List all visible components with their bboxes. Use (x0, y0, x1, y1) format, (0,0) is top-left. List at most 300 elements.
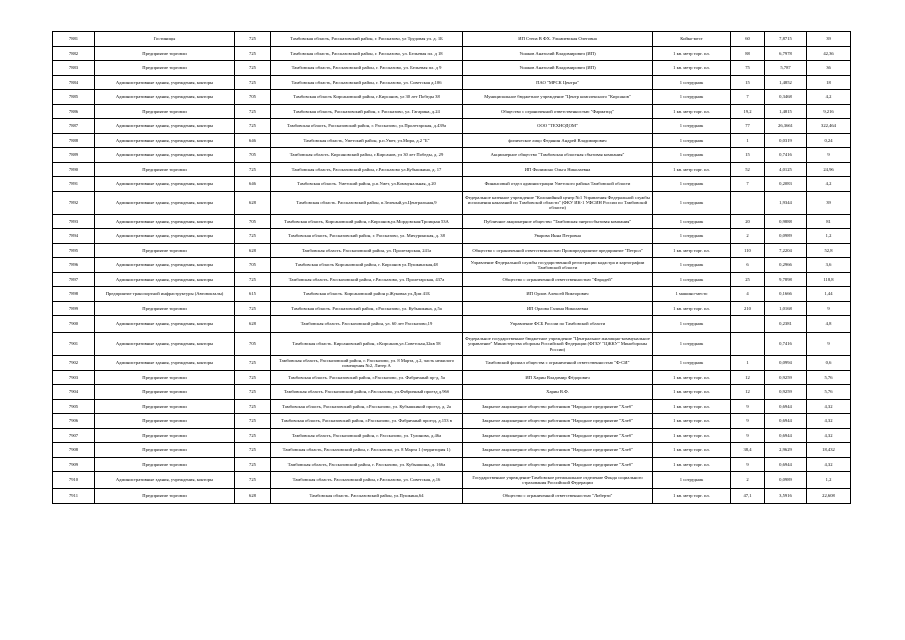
row-number-cell: 7895 (53, 243, 95, 258)
organization-name-cell: Общество с ограниченной ответственностью Промпредприятие предприятие "Петрол" (463, 243, 653, 258)
value-2-cell: 18 (807, 75, 851, 90)
object-type-cell: Предприятие торговли (95, 243, 235, 258)
unit-cell: 1 кв. метр торг. пл. (653, 243, 731, 258)
capacity-cell: 20 (731, 214, 765, 229)
address-cell: Тамбовская область, Рассказовский район, г. Рассказово, ул. Кубышкина, д. 166а (271, 457, 463, 472)
capacity-cell (731, 191, 765, 214)
organization-name-cell: Ушаков Анатолий Владимирович (ИП) (463, 61, 653, 76)
address-cell: Тамбовская область Кирсановский район, г. Кирсанов ул.Пушкинская,48 (271, 258, 463, 273)
object-type-cell: Предприятие торговли (95, 370, 235, 385)
row-number-cell: 7908 (53, 443, 95, 458)
object-type-cell: Административные здания, учреждения, конторы (95, 356, 235, 371)
unit-cell: 1 кв. метр торг. пл. (653, 104, 731, 119)
row-number-cell: 7894 (53, 229, 95, 244)
value-2-cell: 0,6 (807, 356, 851, 371)
unit-cell: 1 кв. метр торг. пл. (653, 385, 731, 400)
table-row (53, 104, 851, 119)
table-row (53, 133, 851, 148)
organization-name-cell: ИП Орлов Алексей Викторович (463, 287, 653, 302)
row-number-cell: 7893 (53, 214, 95, 229)
address-cell: Тамбовская область. Рассказовский район, г.Рассказово, ул. Советская, д.16 (271, 472, 463, 489)
row-number-cell: 7910 (53, 472, 95, 489)
value-2-cell: 0,24 (807, 133, 851, 148)
value-1-cell: 0,6944 (765, 457, 807, 472)
value-1-cell: 26,3661 (765, 119, 807, 134)
object-type-cell: Предприятие торговли (95, 385, 235, 400)
object-type-cell: Предприятие торговли (95, 399, 235, 414)
code-cell: 725 (235, 399, 271, 414)
value-1-cell: 1,0168 (765, 301, 807, 316)
object-type-cell: Предприятие торговли (95, 46, 235, 61)
code-cell: 628 (235, 191, 271, 214)
code-cell: 628 (235, 489, 271, 504)
row-number-cell: 7899 (53, 301, 95, 316)
value-2-cell: 4,2 (807, 177, 851, 192)
table-row (53, 356, 851, 371)
organization-name-cell: Общество с ограниченной ответственностью "Фарадей" (463, 272, 653, 287)
unit-cell: 1 сотрудник (653, 472, 731, 489)
unit-cell: 1 кв. метр торг. пл. (653, 370, 731, 385)
value-1-cell: 0,6944 (765, 414, 807, 429)
capacity-cell: 2 (731, 472, 765, 489)
capacity-cell: 52 (731, 162, 765, 177)
code-cell: 615 (235, 287, 271, 302)
code-cell: 628 (235, 316, 271, 333)
organization-name-cell: Муниципальное бюджетное учреждение "Центр комплексного "Кирсанов" (463, 90, 653, 105)
address-cell: Тамбовская область. Рассказовский район, ул. 60 лет Рассказово,19 (271, 316, 463, 333)
capacity-cell: 110 (731, 243, 765, 258)
value-2-cell: 4,32 (807, 414, 851, 429)
organization-name-cell: Финансовый отдел администрации Уметского района Тамбовской области (463, 177, 653, 192)
organization-name-cell: Закрытое акционерное общество работников "Народное предприятие "Хлеб" (463, 443, 653, 458)
row-number-cell: 7903 (53, 370, 95, 385)
address-cell: Тамбовская область. Кирсановский район р.Жуковка ул.Дом 41Б (271, 287, 463, 302)
value-1-cell: 1,4815 (765, 104, 807, 119)
code-cell: 725 (235, 61, 271, 76)
row-number-cell: 7911 (53, 489, 95, 504)
address-cell: Тамбовская область. Уметский район, р.п.Умет, ул.Коммунальная, д.20 (271, 177, 463, 192)
code-cell: 705 (235, 214, 271, 229)
row-number-cell: 7885 (53, 90, 95, 105)
organization-name-cell: Управление Федеральной службы государственной регистрации кадастра и картографии Тамбовской области (463, 258, 653, 273)
organization-name-cell: Закрытое акционерное общество работников "Народное предприятие "Хлеб" (463, 457, 653, 472)
code-cell: 725 (235, 385, 271, 400)
code-cell: 705 (235, 258, 271, 273)
address-cell: Тамбовская область, Рассказовский район, г. Рассказово, ул. Советская д.106 (271, 75, 463, 90)
unit-cell: 1 кв. метр торг. пл. (653, 443, 731, 458)
table-row (53, 243, 851, 258)
value-1-cell: 7,2204 (765, 243, 807, 258)
organization-name-cell: Федеральное казенное учреждение "Колонийный центр №1 Управления Федеральной службы исполнения наказаний по Тамбовской области" (ФКУ ИК-1 УФСИН России по Тамбовской области) (463, 191, 653, 214)
unit-cell: 1 сотрудник (653, 214, 731, 229)
object-type-cell: Предприятие торговли (95, 443, 235, 458)
unit-cell: 1 машино-место (653, 287, 731, 302)
table-row (53, 119, 851, 134)
table-row (53, 287, 851, 302)
object-type-cell: Гостиницы (95, 32, 235, 47)
table-row (53, 472, 851, 489)
organization-name-cell: ИП Харин Владимир Фёдорович (463, 370, 653, 385)
row-number-cell: 7901 (53, 333, 95, 356)
unit-cell: 1 кв. метр торг. пл. (653, 414, 731, 429)
organization-name-cell: Государственное учреждение-Тамбовское региональное отделение Фонда социального страхования Российской Федерации (463, 472, 653, 489)
code-cell: 705 (235, 148, 271, 163)
value-1-cell: 0,7416 (765, 148, 807, 163)
table-row (53, 457, 851, 472)
code-cell: 725 (235, 46, 271, 61)
value-1-cell: 6,7978 (765, 46, 807, 61)
object-type-cell: Предприятие торговли (95, 104, 235, 119)
organization-name-cell: ООО "ТЕХНОДОМ" (463, 119, 653, 134)
capacity-cell: 1 (731, 133, 765, 148)
code-cell: 725 (235, 162, 271, 177)
value-1-cell: 1,9344 (765, 191, 807, 214)
code-cell: 725 (235, 370, 271, 385)
row-number-cell: 7907 (53, 428, 95, 443)
organization-name-cell: Закрытое акционерное общество работников "Народное предприятие "Хлеб" (463, 399, 653, 414)
value-1-cell: 0,6944 (765, 399, 807, 414)
table-row (53, 148, 851, 163)
unit-cell: Койко-мест (653, 32, 731, 47)
value-1-cell: 3,5916 (765, 489, 807, 504)
address-cell: Тамбовская область, Рассказовский район, г. Рассказово, ул. 8 Марта, д.2, часть нежилого помещения №2, Литер А (271, 356, 463, 371)
value-1-cell: 0,2083 (765, 177, 807, 192)
address-cell: Тамбовская область, Рассказовский район, г. Рассказово, ул. Бельевая пл. д 18 (271, 46, 463, 61)
unit-cell: 1 сотрудник (653, 272, 731, 287)
value-2-cell: 81 (807, 214, 851, 229)
value-1-cell: 0,1666 (765, 287, 807, 302)
value-1-cell: 0,9259 (765, 370, 807, 385)
object-type-cell: Административные здания, учреждения, конторы (95, 333, 235, 356)
value-2-cell: 4,32 (807, 457, 851, 472)
capacity-cell: 9 (731, 399, 765, 414)
address-cell: Тамбовская область, Рассказовский район, г. Рассказово, ул. 8 Марта 1 (территория 1) (271, 443, 463, 458)
capacity-cell: 60 (731, 32, 765, 47)
value-2-cell: 3,6 (807, 258, 851, 273)
address-cell: Тамбовская область. Рассказовский район, г.Рассказово, ул. Кубышкина, д.5а (271, 301, 463, 316)
object-type-cell: Предприятие торговли (95, 162, 235, 177)
value-2-cell: 1,44 (807, 287, 851, 302)
table-row (53, 162, 851, 177)
organization-name-cell: Харин В.Ф. (463, 385, 653, 400)
capacity-cell: 9 (731, 428, 765, 443)
table-row (53, 177, 851, 192)
object-type-cell: Предприятие торговли (95, 61, 235, 76)
value-2-cell: 18,432 (807, 443, 851, 458)
value-2-cell: 118,8 (807, 272, 851, 287)
code-cell: 725 (235, 75, 271, 90)
address-cell: Тамбовская область, Рассказовский район, г. Рассказово, ул. Тулинова, д.46а (271, 428, 463, 443)
table-row (53, 428, 851, 443)
object-type-cell: Предприятие торговли (95, 414, 235, 429)
row-number-cell: 7881 (53, 32, 95, 47)
value-2-cell: 36 (807, 61, 851, 76)
address-cell: Тамбовская область. Рассказовский район, п.Зеленый,ул.Центральная,9 (271, 191, 463, 214)
organization-name-cell: Ушаков Анатолий Владимирович (ИП) (463, 46, 653, 61)
code-cell: 725 (235, 32, 271, 47)
value-2-cell: 24,96 (807, 162, 851, 177)
value-2-cell: 322,464 (807, 119, 851, 134)
value-1-cell: 7,8715 (765, 32, 807, 47)
address-cell: Тамбовская область, Рассказовский район, г. Рассказово, ул Трудовая ул. д. 1Б (271, 32, 463, 47)
object-type-cell: Административные здания, учреждения, конторы (95, 214, 235, 229)
value-2-cell: 9,216 (807, 104, 851, 119)
unit-cell: 1 кв. метр торг. пл. (653, 399, 731, 414)
value-2-cell: 39 (807, 32, 851, 47)
organization-name-cell: Закрытое акционерное общество работников "Народное предприятие "Хлеб" (463, 428, 653, 443)
row-number-cell: 7889 (53, 148, 95, 163)
row-number-cell: 7905 (53, 399, 95, 414)
organization-name-cell: Общество с ограниченной ответственностью "Фарматид" (463, 104, 653, 119)
value-2-cell: 22,608 (807, 489, 851, 504)
value-2-cell: 42,36 (807, 46, 851, 61)
capacity-cell: 9 (731, 457, 765, 472)
code-cell: 705 (235, 333, 271, 356)
organization-name-cell: ИП Орлова Галина Николаевна (463, 301, 653, 316)
organization-name-cell: Публичное акционерное общество "Тамбовская энергосбытовая компания" (463, 214, 653, 229)
capacity-cell: 12 (731, 370, 765, 385)
unit-cell: 1 кв. метр торг. пл. (653, 489, 731, 504)
object-type-cell: Административные здания, учреждения, конторы (95, 90, 235, 105)
value-1-cell: 0,9888 (765, 214, 807, 229)
unit-cell: 1 сотрудник (653, 119, 731, 134)
capacity-cell: 88 (731, 46, 765, 61)
organization-name-cell: Уварова Инна Петровна (463, 229, 653, 244)
address-cell: Тамбовская область, Кирсановский район, г.Кирсанов,ул.Мордовская/Троицкая 53А (271, 214, 463, 229)
code-cell: 725 (235, 301, 271, 316)
unit-cell: 1 сотрудник (653, 356, 731, 371)
object-type-cell: Предприятие транспортной инфраструктуры (Автовокзалы) (95, 287, 235, 302)
object-type-cell: Предприятие торговли (95, 428, 235, 443)
capacity-cell: 4 (731, 287, 765, 302)
unit-cell: 1 сотрудник (653, 148, 731, 163)
table-row (53, 414, 851, 429)
address-cell: Тамбовская область, Рассказовский район, г. Рассказово, ул. Мичуринская, д. 38 (271, 229, 463, 244)
object-type-cell: Предприятие торговли (95, 301, 235, 316)
capacity-cell (731, 333, 765, 356)
value-2-cell: 4,2 (807, 90, 851, 105)
capacity-cell: 47,1 (731, 489, 765, 504)
code-cell: 646 (235, 133, 271, 148)
object-type-cell: Административные здания, учреждения, конторы (95, 177, 235, 192)
capacity-cell: 75 (731, 61, 765, 76)
code-cell: 725 (235, 457, 271, 472)
object-type-cell: Административные здания, учреждения, конторы (95, 272, 235, 287)
value-1-cell: 0,2381 (765, 316, 807, 333)
unit-cell: 1 сотрудник (653, 177, 731, 192)
value-2-cell: 52,8 (807, 243, 851, 258)
object-type-cell: Административные здания, учреждения, конторы (95, 148, 235, 163)
row-number-cell: 7902 (53, 356, 95, 371)
row-number-cell: 7896 (53, 258, 95, 273)
organization-name-cell: Тамбовский филиал общества с ограниченной ответственностью "Ф-СИ" (463, 356, 653, 371)
organization-name-cell: ИП Филимоно Ольга Николаевна (463, 162, 653, 177)
object-type-cell: Административные здания, учреждения, конторы (95, 119, 235, 134)
code-cell: 725 (235, 428, 271, 443)
value-2-cell: 9 (807, 333, 851, 356)
unit-cell: 1 сотрудник (653, 191, 731, 214)
capacity-cell: 15 (731, 75, 765, 90)
table-row (53, 272, 851, 287)
value-2-cell: 1,2 (807, 472, 851, 489)
unit-cell: 1 сотрудник (653, 229, 731, 244)
table-row (53, 385, 851, 400)
value-2-cell: 5,76 (807, 370, 851, 385)
code-cell: 628 (235, 243, 271, 258)
address-cell: Тамбовская область. Кирсановский район, г.Кирсанов, ул 30 лет Победы, д. 29 (271, 148, 463, 163)
address-cell: Тамбовская область, Уметский район, р.п.Умет, ул.Мира, д.2 "Б" (271, 133, 463, 148)
row-number-cell: 7898 (53, 287, 95, 302)
row-number-cell: 7888 (53, 133, 95, 148)
object-type-cell: Административные здания, учреждения, конторы (95, 133, 235, 148)
value-2-cell: 4,32 (807, 399, 851, 414)
address-cell: Тамбовская область, Рассказовский район, г.Рассказово, ул. Кубышкиной проезд, д. 2а (271, 399, 463, 414)
registry-table-body (53, 32, 851, 504)
row-number-cell: 7897 (53, 272, 95, 287)
unit-cell: 1 кв. метр торг. пл. (653, 457, 731, 472)
registry-table (52, 31, 851, 504)
table-row (53, 399, 851, 414)
capacity-cell: 7 (731, 90, 765, 105)
value-1-cell: 0,7416 (765, 333, 807, 356)
capacity-cell: 1 (731, 356, 765, 371)
address-cell: Тамбовская область. Кирсановский район, г.Кирсанов,ул.Советская,32кв 58 (271, 333, 463, 356)
value-2-cell: 5,76 (807, 385, 851, 400)
table-row (53, 316, 851, 333)
object-type-cell: Предприятие торговли (95, 489, 235, 504)
row-number-cell: 7906 (53, 414, 95, 429)
capacity-cell: 12 (731, 385, 765, 400)
unit-cell: 1 сотрудник (653, 316, 731, 333)
address-cell: Тамбовская область. Рассказовский район, ул. Пролетарская, 241а (271, 243, 463, 258)
row-number-cell: 7904 (53, 385, 95, 400)
organization-name-cell: физическое лицо Федянин Андрей Владимирович (463, 133, 653, 148)
organization-name-cell: Общество с ограниченной ответственностью "Либерти" (463, 489, 653, 504)
value-1-cell: 0,0319 (765, 133, 807, 148)
capacity-cell: 25 (731, 272, 765, 287)
organization-name-cell: Федеральное государственное бюджетное учреждение "Центральное жилищно-коммунальное управление" Министерства обороны Российской Федерации (ФГБУ "ЦЖКУ" Минобороны России) (463, 333, 653, 356)
unit-cell: 1 сотрудник (653, 333, 731, 356)
table-row (53, 489, 851, 504)
capacity-cell: 15 (731, 148, 765, 163)
value-1-cell: 1,4852 (765, 75, 807, 90)
table-row (53, 32, 851, 47)
row-number-cell: 7900 (53, 316, 95, 333)
address-cell: Тамбовская область. Рассказовский район, ул.Пушкина,64 (271, 489, 463, 504)
unit-cell: 1 кв. метр торг. пл. (653, 301, 731, 316)
value-1-cell: 0,2966 (765, 258, 807, 273)
object-type-cell: Административные здания, учреждения, конторы (95, 75, 235, 90)
unit-cell: 1 сотрудник (653, 90, 731, 105)
address-cell: Тамбовская область, Рассказовский район, г.Рассказово ул.Кубышкина, д. 17 (271, 162, 463, 177)
object-type-cell: Административные здания, учреждения, конторы (95, 191, 235, 214)
object-type-cell: Административные здания, учреждения, конторы (95, 472, 235, 489)
value-1-cell: 5,787 (765, 61, 807, 76)
unit-cell: 1 сотрудник (653, 258, 731, 273)
code-cell: 705 (235, 90, 271, 105)
organization-name-cell: Управление ФСБ России по Тамбовской области (463, 316, 653, 333)
row-number-cell: 7891 (53, 177, 95, 192)
code-cell: 725 (235, 414, 271, 429)
table-row (53, 46, 851, 61)
code-cell: 725 (235, 119, 271, 134)
object-type-cell: Административные здания, учреждения, конторы (95, 316, 235, 333)
organization-name-cell: ПАО "МРСК Центра" (463, 75, 653, 90)
table-row (53, 333, 851, 356)
table-row (53, 75, 851, 90)
organization-name-cell: ИП Степа В ФХ. Ульмиевская Олеговна (463, 32, 653, 47)
value-1-cell: 0,9259 (765, 385, 807, 400)
organization-name-cell: Закрытое акционерное общество работников "Народное предприятие "Хлеб" (463, 414, 653, 429)
object-type-cell: Административные здания, учреждения, конторы (95, 229, 235, 244)
value-2-cell: 39 (807, 191, 851, 214)
capacity-cell: 2 (731, 229, 765, 244)
row-number-cell: 7884 (53, 75, 95, 90)
unit-cell: 1 кв. метр торг. пл. (653, 428, 731, 443)
value-2-cell: 1,2 (807, 229, 851, 244)
value-1-cell: 2,9629 (765, 443, 807, 458)
code-cell: 725 (235, 443, 271, 458)
row-number-cell: 7883 (53, 61, 95, 76)
address-cell: Тамбовская область, Рассказовский район, г.Рассказово, ул. Фабричный проезд, д.153 в (271, 414, 463, 429)
address-cell: Тамбовская область. Рассказовский район, г.Рассказово, ул.Фабричный проезд д.96б (271, 385, 463, 400)
row-number-cell: 7882 (53, 46, 95, 61)
capacity-cell: 210 (731, 301, 765, 316)
table-row (53, 301, 851, 316)
capacity-cell: 6 (731, 258, 765, 273)
code-cell: 646 (235, 177, 271, 192)
capacity-cell: 9 (731, 414, 765, 429)
unit-cell: 1 кв. метр торг. пл. (653, 61, 731, 76)
capacity-cell: 19,2 (731, 104, 765, 119)
row-number-cell: 7886 (53, 104, 95, 119)
value-1-cell: 4,0125 (765, 162, 807, 177)
table-row (53, 191, 851, 214)
value-2-cell: 9 (807, 148, 851, 163)
code-cell: 725 (235, 356, 271, 371)
object-type-cell: Предприятие торговли (95, 457, 235, 472)
address-cell: Тамбовская область, Рассказовский район, г. Рассказово, ул.Пролетарская, д.439а (271, 119, 463, 134)
row-number-cell: 7892 (53, 191, 95, 214)
value-1-cell: 0,3468 (765, 90, 807, 105)
value-1-cell: 0,0994 (765, 356, 807, 371)
value-1-cell: 0,0989 (765, 229, 807, 244)
unit-cell: 1 кв. метр торг. пл. (653, 162, 731, 177)
table-row (53, 90, 851, 105)
code-cell: 725 (235, 104, 271, 119)
address-cell: Тамбовская область. Рассказовский район, г.Рассказово, ул. Фабричный пр-д, 5а (271, 370, 463, 385)
value-2-cell: 4,32 (807, 428, 851, 443)
table-row (53, 214, 851, 229)
value-1-cell: 0,6944 (765, 428, 807, 443)
table-row (53, 443, 851, 458)
row-number-cell: 7909 (53, 457, 95, 472)
object-type-cell: Административные здания, учреждения, конторы (95, 258, 235, 273)
capacity-cell: 7 (731, 177, 765, 192)
value-2-cell: 4,8 (807, 316, 851, 333)
table-row (53, 61, 851, 76)
value-1-cell: 9,7898 (765, 272, 807, 287)
address-cell: Тамбовская область, Рассказовский район, г. Рассказово, ул. Бельевая пл. д 9 (271, 61, 463, 76)
code-cell: 725 (235, 229, 271, 244)
row-number-cell: 7887 (53, 119, 95, 134)
unit-cell: 1 сотрудник (653, 133, 731, 148)
capacity-cell (731, 316, 765, 333)
registry-page (52, 31, 850, 504)
code-cell: 725 (235, 472, 271, 489)
unit-cell: 1 кв. метр торг. пл. (653, 46, 731, 61)
unit-cell: 1 сотрудник (653, 75, 731, 90)
